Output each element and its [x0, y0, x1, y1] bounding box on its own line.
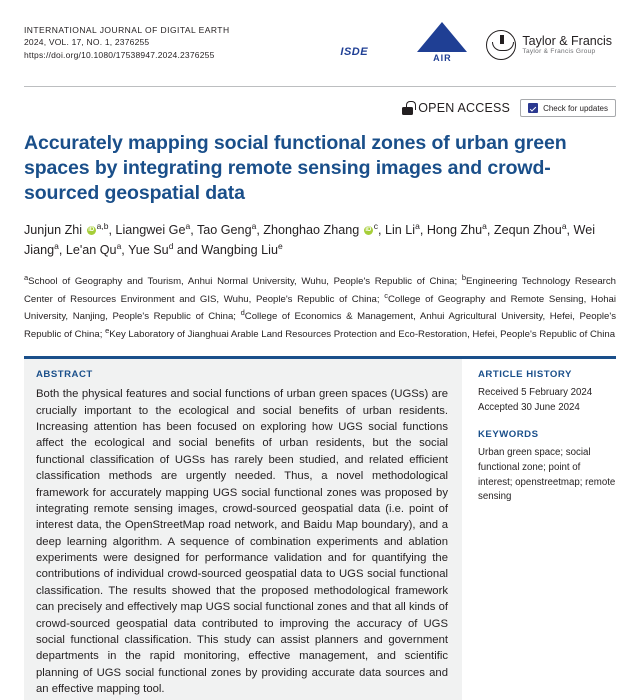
abstract-text: Both the physical features and social functions of urban green spaces (UGSs) are crucially important to the ecological and social benefits of urban residents. Increasing attention has been focused on exploring how UGS social functions affect the ecological and social benefits of urban residents, but the social functional classification of UGSs has rarely been studied, and related efficient classification methods are urgently needed. Thus, a novel methodological framework for accurately mapping UGS social functional zones was proposed by integrating remote sensing images, crowd-sourced geospatial data (i.e. point of interest data, the OpenStreetMap road network, and Baidu Map boundary), and a deep learning algorithm. A sequence of combination experiments and ablation experiments were designed for performance validation and for quantifying the contributions of individual crowd-sourced geospatial data to UGS social functional classification. The results showed that the proposed methodological framework can precisely and effectively map UGS social functional zones and that all kinds of crowd-sourced geospatial data contributed to improving the accuracy of UGS social functional classification. This study can assist planners and government departments in the rapid monitoring, effective management, and scientific planning of UGS social functional zones by providing accurate data sources and an effective mapping tool. — [36, 388, 448, 696]
logo-group — [320, 22, 616, 68]
air-logo-icon — [414, 22, 470, 68]
accepted-date: Accepted 30 June 2024 — [478, 401, 580, 413]
open-access-badge — [402, 101, 510, 115]
isde-logo-icon — [320, 22, 398, 68]
crossmark-label: Check for updates — [543, 103, 608, 113]
isde-logo-label: ISDE — [340, 46, 369, 58]
air-logo-label: AIR — [433, 53, 452, 63]
sidebar-column — [462, 359, 616, 700]
crossmark-icon — [528, 103, 538, 113]
publisher-name: Taylor & Francis — [522, 34, 612, 49]
orcid-icon[interactable] — [364, 226, 373, 235]
journal-name: INTERNATIONAL JOURNAL OF DIGITAL EARTH — [24, 25, 230, 35]
taylor-francis-logo — [486, 30, 612, 60]
article-history-heading: ARTICLE HISTORY — [478, 369, 572, 381]
keywords-heading: KEYWORDS — [478, 429, 539, 441]
publisher-group: Taylor & Francis Group — [522, 48, 596, 56]
journal-doi[interactable]: https://doi.org/10.1080/17538947.2024.2376255 — [24, 49, 215, 60]
page-title: Accurately mapping social functional zones of urban green spaces by integrating remote sensing images and crowd-sourced geospatial data — [24, 132, 567, 204]
affiliation-list: $^a$School of Geography and Tourism, Anhui Normal University, Wuhu, People's Republic of China; $^b$Engineering Technology Research Center of Resources Environment and GIS, Wuhu, People's Republic of China; $^c$College of Geography and Remote Sensing, Hohai University, Nanjing, People's Republic of China; $^d$College of Economics & Management, Anhui Agricultural University, Hefei, People's Republic of China; $^e$Key Laboratory of Jianghuai Arable Land Resources Protection and Eco-Restoration, Hefei, People's Republic of China — [24, 273, 616, 340]
abstract-column — [24, 359, 462, 700]
taylor-francis-mark-icon — [486, 30, 516, 60]
journal-info — [24, 22, 230, 61]
open-access-label: OPEN ACCESS — [418, 101, 511, 115]
orcid-icon[interactable] — [87, 226, 96, 235]
journal-issue: 2024, VOL. 17, NO. 1, 2376255 — [24, 37, 150, 48]
header-divider — [24, 86, 616, 87]
keywords-text: Urban green space; social functional zone; point of interest; openstreetmap; remote sensing — [478, 447, 616, 503]
masthead — [24, 22, 616, 80]
author-list: Junjun Zhi iD$^{a,b}$, Liangwei Ge$^a$, Tao Geng$^a$, Zhonghao Zhang $iD^c$, Lin Li$^a$, Hong Zhu$^a$, Zequn Zhou$^a$, Wei Jiang$^a$, Le'an Qu$^a$, Yue Su$^d$ and Wangbing Liu$^e$ — [24, 220, 616, 260]
access-row — [24, 97, 616, 119]
abstract-heading: ABSTRACT — [36, 369, 93, 381]
received-date: Received 5 February 2024 — [478, 387, 593, 399]
open-lock-icon — [402, 101, 413, 115]
abstract-section — [24, 356, 616, 700]
crossmark-button[interactable] — [520, 99, 616, 117]
